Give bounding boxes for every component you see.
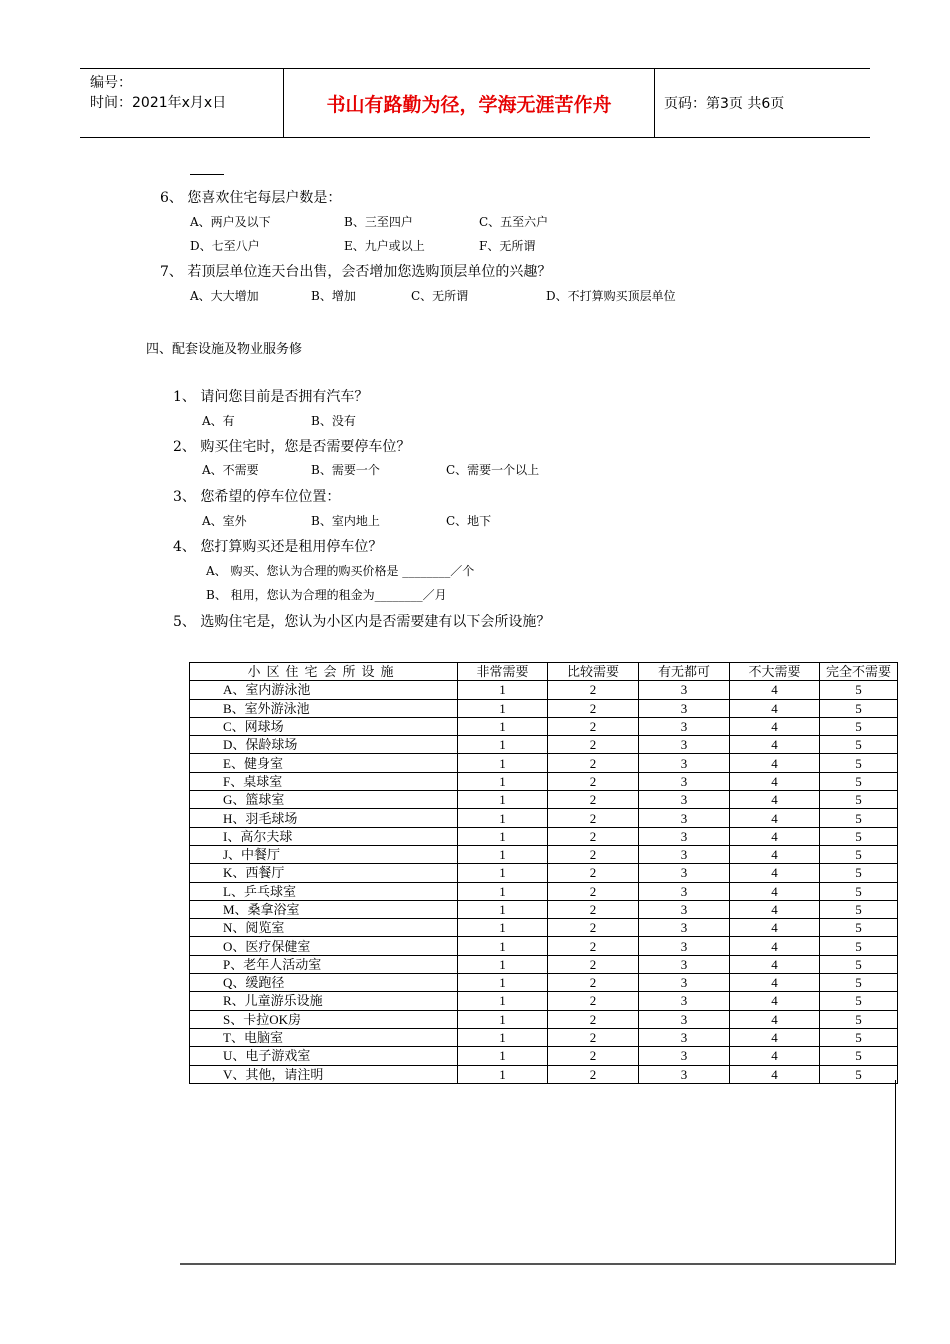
rating-cell: 2 xyxy=(548,864,639,882)
facility-name: U、电子游戏室 xyxy=(190,1047,458,1065)
facility-name: F、桌球室 xyxy=(190,772,458,790)
rating-cell: 2 xyxy=(548,1065,639,1083)
table-row xyxy=(190,919,898,937)
rating-cell: 2 xyxy=(548,845,639,863)
facility-name: G、篮球室 xyxy=(190,791,458,809)
rating-cell: 5 xyxy=(820,681,898,699)
rating-cell: 1 xyxy=(458,772,548,790)
rating-cell: 1 xyxy=(458,717,548,735)
facility-name: D、保龄球场 xyxy=(190,736,458,754)
facility-name: A、室内游泳池 xyxy=(190,681,458,699)
rating-cell: 5 xyxy=(820,699,898,717)
rating-cell: 3 xyxy=(639,736,730,754)
facility-name: R、儿童游乐设施 xyxy=(190,992,458,1010)
s4-q1-option-b: B、没有 xyxy=(311,414,356,428)
table-row xyxy=(190,681,898,699)
s4-question-5: 5、 选购住宅是，您认为小区内是否需要建有以下会所设施？ xyxy=(173,614,551,630)
rating-cell: 3 xyxy=(639,1047,730,1065)
rating-cell: 2 xyxy=(548,992,639,1010)
rating-cell: 1 xyxy=(458,1010,548,1028)
table-row xyxy=(190,1065,898,1083)
rating-cell: 2 xyxy=(548,1047,639,1065)
rating-cell: 4 xyxy=(730,791,820,809)
q7-option-b: B、增加 xyxy=(311,289,356,303)
rating-cell: 1 xyxy=(458,827,548,845)
facility-name: K、西餐厅 xyxy=(190,864,458,882)
facility-name: L、乒乓球室 xyxy=(190,882,458,900)
facility-name: N、阅览室 xyxy=(190,919,458,937)
table-row xyxy=(190,827,898,845)
question-6: 6、 您喜欢住宅每层户数是： xyxy=(160,190,342,206)
rating-cell: 2 xyxy=(548,937,639,955)
rating-cell: 5 xyxy=(820,736,898,754)
table-row xyxy=(190,699,898,717)
rating-cell: 5 xyxy=(820,937,898,955)
rating-cell: 2 xyxy=(548,974,639,992)
facility-name: C、网球场 xyxy=(190,717,458,735)
rating-cell: 2 xyxy=(548,955,639,973)
rating-cell: 5 xyxy=(820,754,898,772)
rating-cell: 1 xyxy=(458,992,548,1010)
rating-cell: 4 xyxy=(730,1065,820,1083)
rating-cell: 4 xyxy=(730,937,820,955)
page-border-bottom xyxy=(180,1263,896,1265)
s4-q2-option-c: C、需要一个以上 xyxy=(446,463,540,477)
rating-cell: 4 xyxy=(730,1028,820,1046)
rating-cell: 5 xyxy=(820,1047,898,1065)
s4-q4-option-a: A、 购买、您认为合理的购买价格是 ________／个 xyxy=(206,564,475,578)
rating-cell: 3 xyxy=(639,699,730,717)
facility-name: H、羽毛球场 xyxy=(190,809,458,827)
table-row xyxy=(190,900,898,918)
rating-cell: 4 xyxy=(730,955,820,973)
rating-cell: 2 xyxy=(548,1010,639,1028)
rating-cell: 2 xyxy=(548,736,639,754)
rating-cell: 3 xyxy=(639,809,730,827)
q7-option-a: A、大大增加 xyxy=(190,289,259,303)
rating-cell: 3 xyxy=(639,1028,730,1046)
rating-cell: 4 xyxy=(730,827,820,845)
rating-cell: 1 xyxy=(458,937,548,955)
facility-table xyxy=(189,662,898,1084)
rating-cell: 3 xyxy=(639,955,730,973)
facility-name: S、卡拉OK房 xyxy=(190,1010,458,1028)
rating-cell: 4 xyxy=(730,992,820,1010)
answer-blank-line xyxy=(190,174,224,175)
rating-cell: 5 xyxy=(820,1065,898,1083)
facility-name: J、中餐厅 xyxy=(190,845,458,863)
rating-cell: 4 xyxy=(730,974,820,992)
s4-q3-option-c: C、地下 xyxy=(446,514,492,528)
rating-cell: 5 xyxy=(820,791,898,809)
header-meta xyxy=(90,73,226,113)
motto: 书山有路勤为径，学海无涯苦作舟 xyxy=(326,93,612,116)
rating-cell: 3 xyxy=(639,681,730,699)
rating-cell: 1 xyxy=(458,699,548,717)
rating-cell: 2 xyxy=(548,809,639,827)
section-4-title: 四、配套设施及物业服务修 xyxy=(146,342,303,357)
rating-cell: 2 xyxy=(548,882,639,900)
rating-cell: 1 xyxy=(458,736,548,754)
rating-cell: 4 xyxy=(730,754,820,772)
rating-cell: 5 xyxy=(820,900,898,918)
s4-question-3: 3、 您希望的停车位位置： xyxy=(173,489,341,505)
s4-question-4: 4、 您打算购买还是租用停车位？ xyxy=(173,539,383,555)
s4-q4-option-b: B、 租用，您认为合理的租金为________／月 xyxy=(206,588,447,602)
rating-cell: 4 xyxy=(730,845,820,863)
facility-name: O、医疗保健室 xyxy=(190,937,458,955)
page-header xyxy=(80,68,870,138)
facility-name: V、其他，请注明 xyxy=(190,1065,458,1083)
rating-cell: 5 xyxy=(820,864,898,882)
table-row xyxy=(190,992,898,1010)
rating-cell: 1 xyxy=(458,974,548,992)
q6-option-f: F、无所谓 xyxy=(479,239,536,253)
rating-cell: 2 xyxy=(548,791,639,809)
col-header-fairly-needed: 比较需要 xyxy=(548,663,639,681)
table-row xyxy=(190,754,898,772)
s4-question-1: 1、 请问您目前是否拥有汽车？ xyxy=(173,389,369,405)
rating-cell: 4 xyxy=(730,772,820,790)
facility-name: I、高尔夫球 xyxy=(190,827,458,845)
q6-option-b: B、三至四户 xyxy=(344,215,413,229)
rating-cell: 3 xyxy=(639,882,730,900)
rating-cell: 2 xyxy=(548,754,639,772)
facility-name: B、室外游泳池 xyxy=(190,699,458,717)
rating-cell: 1 xyxy=(458,919,548,937)
col-header-facility: 小区住宅会所设施 xyxy=(190,663,458,681)
table-row xyxy=(190,955,898,973)
q6-option-a: A、两户及以下 xyxy=(190,215,271,229)
rating-cell: 3 xyxy=(639,1065,730,1083)
facility-name: Q、缓跑径 xyxy=(190,974,458,992)
table-row xyxy=(190,974,898,992)
col-header-not-needed: 完全不需要 xyxy=(820,663,898,681)
table-row xyxy=(190,1010,898,1028)
rating-cell: 5 xyxy=(820,882,898,900)
rating-cell: 1 xyxy=(458,845,548,863)
rating-cell: 4 xyxy=(730,882,820,900)
rating-cell: 2 xyxy=(548,717,639,735)
table-row xyxy=(190,1047,898,1065)
rating-cell: 5 xyxy=(820,845,898,863)
rating-cell: 3 xyxy=(639,1010,730,1028)
rating-cell: 5 xyxy=(820,919,898,937)
question-7: 7、 若顶层单位连天台出售，会否增加您选购顶层单位的兴趣？ xyxy=(160,264,552,280)
rating-cell: 3 xyxy=(639,937,730,955)
rating-cell: 1 xyxy=(458,1047,548,1065)
facility-name: P、老年人活动室 xyxy=(190,955,458,973)
rating-cell: 3 xyxy=(639,900,730,918)
rating-cell: 5 xyxy=(820,772,898,790)
q6-option-e: E、九户或以上 xyxy=(344,239,425,253)
table-row xyxy=(190,791,898,809)
rating-cell: 4 xyxy=(730,699,820,717)
rating-cell: 3 xyxy=(639,827,730,845)
rating-cell: 5 xyxy=(820,955,898,973)
table-row xyxy=(190,882,898,900)
rating-cell: 4 xyxy=(730,736,820,754)
col-header-very-needed: 非常需要 xyxy=(458,663,548,681)
rating-cell: 1 xyxy=(458,809,548,827)
table-row xyxy=(190,772,898,790)
table-row xyxy=(190,845,898,863)
rating-cell: 1 xyxy=(458,1065,548,1083)
header-divider xyxy=(654,69,655,137)
q7-option-c: C、无所谓 xyxy=(411,289,469,303)
rating-cell: 5 xyxy=(820,809,898,827)
rating-cell: 3 xyxy=(639,864,730,882)
rating-cell: 5 xyxy=(820,827,898,845)
rating-cell: 4 xyxy=(730,919,820,937)
s4-q1-option-a: A、有 xyxy=(202,414,235,428)
rating-cell: 4 xyxy=(730,1010,820,1028)
rating-cell: 5 xyxy=(820,1028,898,1046)
q6-option-c: C、五至六户 xyxy=(479,215,549,229)
rating-cell: 5 xyxy=(820,717,898,735)
q6-option-d: D、七至八户 xyxy=(190,239,260,253)
rating-cell: 3 xyxy=(639,919,730,937)
table-header-row xyxy=(190,663,898,681)
table-row xyxy=(190,937,898,955)
table-row xyxy=(190,736,898,754)
rating-cell: 4 xyxy=(730,681,820,699)
table-row xyxy=(190,717,898,735)
s4-q2-option-a: A、不需要 xyxy=(202,463,259,477)
rating-cell: 2 xyxy=(548,1028,639,1046)
rating-cell: 5 xyxy=(820,1010,898,1028)
col-header-indifferent: 有无都可 xyxy=(639,663,730,681)
rating-cell: 4 xyxy=(730,864,820,882)
rating-cell: 2 xyxy=(548,919,639,937)
facility-name: T、电脑室 xyxy=(190,1028,458,1046)
s4-question-2: 2、 购买住宅时，您是否需要停车位？ xyxy=(173,439,411,455)
page-border-right xyxy=(895,1080,896,1264)
rating-cell: 2 xyxy=(548,681,639,699)
rating-cell: 3 xyxy=(639,791,730,809)
rating-cell: 3 xyxy=(639,974,730,992)
rating-cell: 4 xyxy=(730,809,820,827)
table-row xyxy=(190,864,898,882)
s4-q2-option-b: B、需要一个 xyxy=(311,463,380,477)
rating-cell: 4 xyxy=(730,1047,820,1065)
s4-q3-option-b: B、室内地上 xyxy=(311,514,380,528)
page-info: 页码：第3页 共6页 xyxy=(664,96,785,112)
facility-name: M、桑拿浴室 xyxy=(190,900,458,918)
col-header-not-really-needed: 不大需要 xyxy=(730,663,820,681)
rating-cell: 3 xyxy=(639,845,730,863)
rating-cell: 2 xyxy=(548,699,639,717)
rating-cell: 3 xyxy=(639,772,730,790)
rating-cell: 4 xyxy=(730,717,820,735)
facility-name: E、健身室 xyxy=(190,754,458,772)
rating-cell: 1 xyxy=(458,900,548,918)
rating-cell: 1 xyxy=(458,882,548,900)
q7-option-d: D、不打算购买顶层单位 xyxy=(546,289,676,303)
rating-cell: 1 xyxy=(458,955,548,973)
rating-cell: 1 xyxy=(458,1028,548,1046)
rating-cell: 1 xyxy=(458,791,548,809)
number-label: 编号： xyxy=(90,75,132,91)
s4-q3-option-a: A、室外 xyxy=(202,514,247,528)
rating-cell: 4 xyxy=(730,900,820,918)
rating-cell: 3 xyxy=(639,717,730,735)
rating-cell: 5 xyxy=(820,992,898,1010)
time-label: 时间：2021年x月x日 xyxy=(90,95,227,111)
rating-cell: 5 xyxy=(820,974,898,992)
table-row xyxy=(190,809,898,827)
rating-cell: 2 xyxy=(548,827,639,845)
rating-cell: 1 xyxy=(458,681,548,699)
rating-cell: 2 xyxy=(548,900,639,918)
rating-cell: 3 xyxy=(639,992,730,1010)
rating-cell: 3 xyxy=(639,754,730,772)
rating-cell: 2 xyxy=(548,772,639,790)
rating-cell: 1 xyxy=(458,754,548,772)
rating-cell: 1 xyxy=(458,864,548,882)
table-row xyxy=(190,1028,898,1046)
